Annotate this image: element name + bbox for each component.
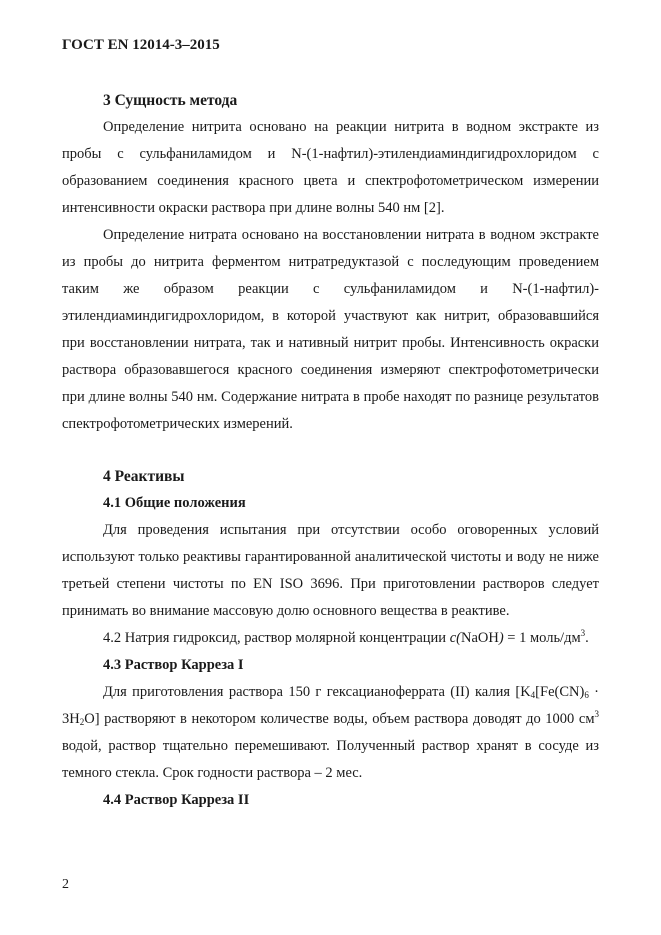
section-4-title: 4 Реактивы [103, 468, 185, 485]
section-spacer [62, 438, 599, 464]
period: . [585, 630, 589, 646]
section-3-paragraph-2: Определение нитрата основано на восстановлении нитрата в водном экстракте из пробы до нитрита ферментом нитратредуктазой с последующим проведением таким же образом реакции с сульфаниламидом и N-(1-нафтил)-этилендиаминдигидрохлоридом, в которой участвуют как нитрит, образовавшийся при восстановлении нитрата, так и нативный нитрит пробы. Интенсивность окраски раствора образовавшегося красного соединения измеряют спектрофотометрически при длине волны 540 нм. Содержание нитрата в пробе находят по разнице результатов спектрофотометрических измерений. [62, 227, 599, 432]
subsection-4-4-title: 4.4 Раствор Карреза II [103, 792, 250, 808]
paren-open: ( [456, 630, 461, 646]
subsection-4-3-paragraph [62, 679, 599, 787]
paren-close: ) [498, 630, 504, 646]
document-code-header: ГОСТ EN 12014-3–2015 [62, 37, 220, 53]
subscript-6: 6 [584, 690, 589, 700]
subsection-4-1-paragraph: Для проведения испытания при отсутствии особо оговоренных условий используют только реактивы гарантированной аналитической чистоты и воду не ниже третьей степени чистоты по EN ISO 3696. При приготовлении растворов следует принимать во внимание массовую долю основного вещества в реактиве. [62, 522, 599, 619]
subscript-4: 4 [530, 690, 536, 700]
volume-exponent: 3 [594, 709, 599, 719]
carrez-text-a: Для приготовления раствора 150 г гексацианоферрата (II) калия [K [103, 684, 531, 700]
carrez-text-b: [Fe(CN) [535, 684, 585, 700]
page-number: 2 [62, 877, 69, 892]
document-body [62, 88, 599, 814]
carrez-text-c: · 3H [62, 684, 599, 727]
naoh-formula: NaOH [460, 630, 499, 646]
concentration-symbol: c [449, 630, 457, 646]
naoh-lead-text: 4.2 Натрия гидроксид, раствор молярной концентрации [103, 630, 447, 646]
unit-exponent: 3 [580, 628, 586, 638]
subsection-4-2-paragraph [62, 625, 599, 652]
section-3-paragraph-1: Определение нитрита основано на реакции нитрита в водном экстракте из пробы с сульфаниламидом и N-(1-нафтил)-этилендиаминдигидрохлоридом с образованием соединения красного цвета и спектрофотометрическом измерении интенсивности окраски раствора при длине волны 540 нм [2]. [62, 119, 599, 216]
naoh-value: = 1 моль/дм [503, 630, 581, 646]
carrez-text-e: водой, раствор тщательно перемешивают. Полученный раствор хранят в сосуде из темного стекла. Срок годности раствора – 2 мес. [62, 738, 599, 781]
subscript-2: 2 [79, 717, 85, 727]
section-3-title: 3 Сущность метода [103, 92, 238, 109]
subsection-4-3-title: 4.3 Раствор Карреза I [103, 657, 244, 673]
subsection-4-1-title: 4.1 Общие положения [103, 495, 246, 511]
carrez-text-d: O] растворяют в некотором количестве воды, объем раствора доводят до 1000 см [84, 711, 595, 727]
